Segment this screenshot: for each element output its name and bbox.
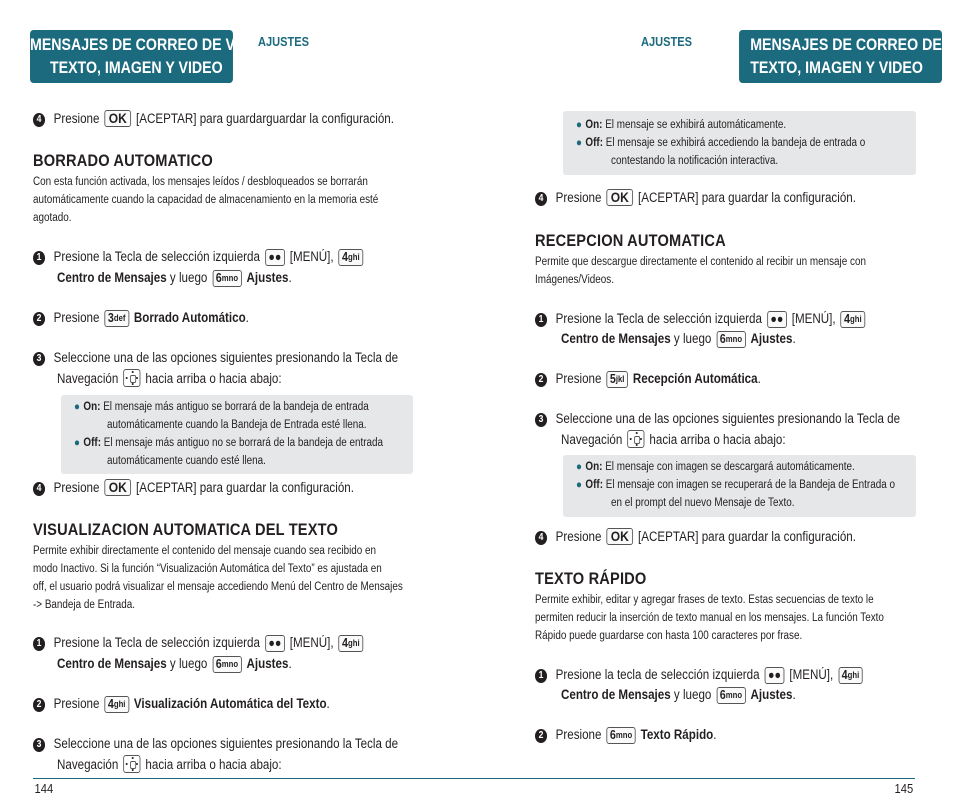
nav-key-icon [123,755,140,773]
texto-rapido-desc-1: Permite exhibir, editar y agregar frases de texto. Estas secuencias de texto le [535,594,874,606]
key-4-icon: $4_{ghi}$ [838,667,862,684]
recepcion-step4: 4 Presione OK [ACEPTAR] para guardar la configuración. [535,527,856,547]
page-number-right: 145 [894,781,914,796]
borrado-desc-3: agotado. [33,212,72,224]
visualizacion-desc-1: Permite exhibir directamente el contenido del mensaje cuando sea recibido en [33,545,377,557]
visualizacion-option-off: ● Off: El mensaje se exhibirá accediendo la bandeja de entrada o [576,137,866,149]
chapter-title-line2: TEXTO, IMAGEN Y VIDEO [49,59,223,77]
chapter-title-box [30,30,259,83]
texto-rapido-desc-2: permiten reducir la inserción de texto manual en los mensajes. La función Texto [535,612,884,624]
step-save-top: 4 Presione OK [ACEPTAR] para guardarguardar la configuración. [33,109,394,129]
visualizacion-desc-4: -> Bandeja de Entrada. [33,599,136,611]
visualizacion-step1-line2: Centro de Mensajes y luego $6_{mno}$ Ajustes. [57,656,292,671]
key-5-icon: $5_{jkl}$ [606,371,627,388]
visualizacion-step2: 2 Presione $4_{ghi}$ Visualización Automática del Texto. [33,694,330,714]
borrado-step4: 4 Presione OK [ACEPTAR] para guardar la configuración. [33,478,354,498]
recepcion-step1-line2: Centro de Mensajes y luego $6_{mno}$ Ajustes. [561,331,796,346]
recepcion-option-off-cont: en el prompt del nuevo Mensaje de Texto. [611,497,795,509]
ok-key-icon: OK [104,110,131,127]
borrado-desc-1: Con esta función activada, los mensajes leídos / desbloqueados se borrarán [33,176,368,188]
recepcion-step3-line2: Navegación hacia arriba o hacia abajo: [561,432,786,447]
key-6-icon: $6_{mno}$ [716,331,745,348]
borrado-step1-line1: 1 Presione la Tecla de selección izquierda ●● [MENÚ], $4_{ghi}$ [33,247,365,267]
right-page [475,0,979,812]
visualizacion-option-off-cont: contestando la notificación interactiva. [611,155,779,167]
left-softkey-icon: ●● [265,249,285,266]
recepcion-step2: 2 Presione $5_{jkl}$ Recepción Automática. [535,369,761,389]
step-number-4: 4 [33,113,45,127]
key-4-icon: $4_{ghi}$ [104,696,128,713]
recepcion-step1-line1: 1 Presione la Tecla de selección izquierda ●● [MENÚ], $4_{ghi}$ [535,309,867,329]
page-number-left: 144 [34,781,54,796]
borrado-step2: 2 Presione $3_{def}$ Borrado Automático. [33,308,249,328]
ok-key-icon: OK [606,189,633,206]
visualizacion-step1-line1: 1 Presione la Tecla de selección izquierda ●● [MENÚ], $4_{ghi}$ [33,633,365,653]
texto-rapido-desc-3: Rápido puede guardarse con hasta 100 caracteres por frase. [535,630,803,642]
recepcion-desc-2: Imágenes/Videos. [535,274,614,286]
borrado-step1-line2: Centro de Mensajes y luego $6_{mno}$ Ajustes. [57,270,292,285]
visualizacion-step3-line2: Navegación hacia arriba o hacia abajo: [57,757,282,772]
section-label: AJUSTES [258,34,309,49]
footer-rule [33,778,915,779]
key-4-icon: $4_{ghi}$ [339,635,363,652]
key-6-icon: $6_{mno}$ [212,656,241,673]
key-4-icon: $4_{ghi}$ [339,249,363,266]
recepcion-option-off: ● Off: El mensaje con imagen se recuperará de la Bandeja de Entrada o [576,479,895,491]
key-4-icon: $4_{ghi}$ [841,311,865,328]
visualizacion-desc-3: off, el usuario podrá visualizar el mensaje accediendo Menú del Centro de Mensajes [33,581,403,593]
left-softkey-icon: ●● [265,635,285,652]
key-6-icon: $6_{mno}$ [212,270,241,287]
ok-key-icon: OK [104,479,131,496]
left-softkey-icon: ●● [765,667,785,684]
chapter-title-box [739,30,979,83]
heading-recepcion: RECEPCION AUTOMATICA [535,231,726,250]
chapter-title-line2: TEXTO, IMAGEN Y VIDEO [750,59,923,77]
left-page [0,0,475,812]
borrado-option-off-cont: automáticamente cuando esté llena. [107,455,266,467]
recepcion-desc-1: Permite que descargue directamente el contenido al recibir un mensaje con [535,256,866,268]
left-softkey-icon: ●● [767,311,787,328]
recepcion-option-on: ● On: El mensaje con imagen se descargará automáticamente. [576,461,855,473]
texto-rapido-step1-line2: Centro de Mensajes y luego $6_{mno}$ Ajustes. [561,687,796,702]
recepcion-step3-line1: 3 Seleccione una de las opciones siguientes presionando la Tecla de [535,409,900,429]
nav-key-icon [627,430,644,448]
borrado-option-off: ● Off: El mensaje más antiguo no se borrará de la bandeja de entrada [74,437,384,449]
visualizacion-step4: 4 Presione OK [ACEPTAR] para guardar la configuración. [535,188,856,208]
texto-rapido-step1-line1: 1 Presione la tecla de selección izquierda ●● [MENÚ], $4_{ghi}$ [535,665,864,685]
chapter-title-line1: MENSAJES DE CORREO DE VOZ, [30,36,259,54]
ok-key-icon: OK [606,528,633,545]
nav-key-icon [123,369,140,387]
borrado-step3-line2: Navegación hacia arriba o hacia abajo: [57,371,282,386]
borrado-step3-line1: 3 Seleccione una de las opciones siguientes presionando la Tecla de [33,348,398,368]
visualizacion-step3-line1: 3 Seleccione una de las opciones siguientes presionando la Tecla de [33,734,398,754]
heading-borrado: BORRADO AUTOMATICO [33,151,213,170]
visualizacion-option-on: ● On: El mensaje se exhibirá automáticamente. [576,119,787,131]
section-label: AJUSTES [641,34,692,49]
borrado-desc-2: automáticamente cuando la capacidad de almacenamiento en la memoria esté [33,194,379,206]
heading-visualizacion: VISUALIZACION AUTOMATICA DEL TEXTO [33,520,339,539]
visualizacion-desc-2: modo Inactivo. Si la función “Visualización Automática del Texto” es ajustada en [33,563,382,575]
texto-rapido-step2: 2 Presione $6_{mno}$ Texto Rápido. [535,725,717,745]
borrado-option-on: ● On: El mensaje más antiguo se borrará de la bandeja de entrada [74,401,369,413]
borrado-option-on-cont: automáticamente cuando la Bandeja de Entrada esté llena. [107,419,367,431]
key-6-icon: $6_{mno}$ [606,727,635,744]
chapter-title-line1: MENSAJES DE CORREO DE VOZ, [750,36,979,54]
heading-texto-rapido: TEXTO RÁPIDO [535,569,647,588]
key-6-icon: $6_{mno}$ [716,687,745,704]
key-3-icon: $3_{def}$ [104,310,128,327]
